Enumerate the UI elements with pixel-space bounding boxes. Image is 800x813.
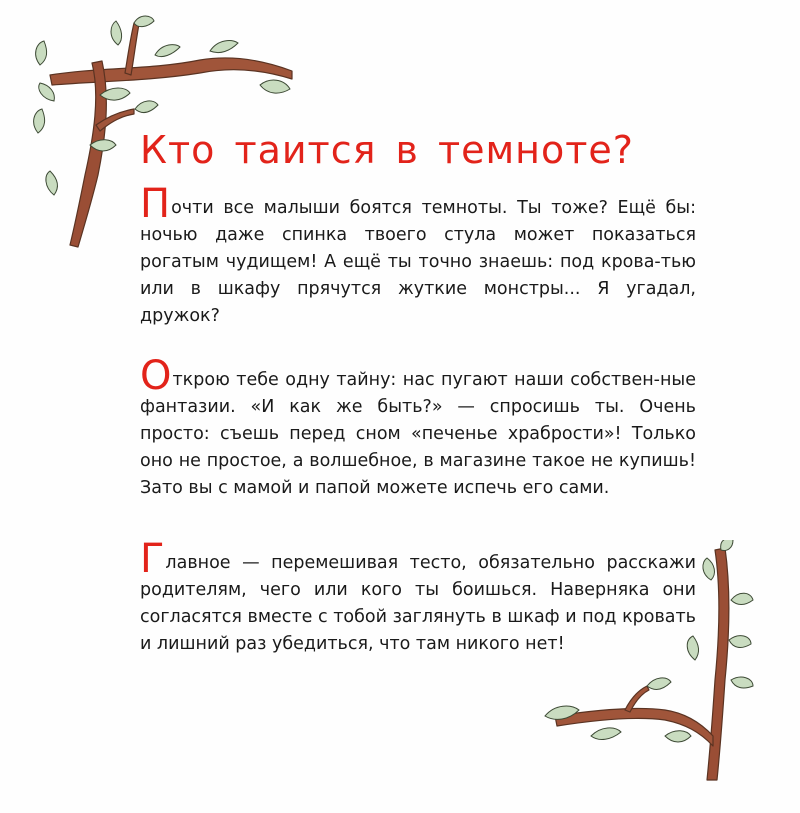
- drop-cap-initial: О: [140, 353, 172, 399]
- drop-cap-initial: Г: [140, 536, 165, 582]
- page-title: Кто таится в темноте?: [140, 128, 634, 172]
- paragraph-text: ткрою тебе одну тайну: нас пугают наши собствен-ные фантазии. «И как же быть?» — спросишь ты. Очень просто: съешь перед сном «печенье храбрости»! Только оно не простое, а волшебное, в магазине такое не купишь! Зато вы с мамой и папой можете испечь его сами.: [140, 370, 696, 498]
- paragraph-text: очти все малыши боятся темноты. Ты тоже? Ещё бы: ночью даже спинка твоего стула может показаться рогатым чудищем! А ещё ты точно знаешь: под крова-тью или в шкафу прячутся жуткие монстры... Я угадал, дружок?: [140, 198, 696, 326]
- paragraph-1: [140, 181, 696, 330]
- branch-with-leaves-icon: [535, 540, 775, 790]
- paragraph-text: лавное — перемешивая тесто, обязательно расскажи родителям, чего или кого ты боишься. Наверняка они согласятся вместе с тобой заглянуть в шкаф и под кровать и лишний раз убедиться, что там никого нет!: [140, 553, 696, 654]
- drop-cap-initial: П: [140, 181, 171, 227]
- paragraph-2: [140, 353, 696, 502]
